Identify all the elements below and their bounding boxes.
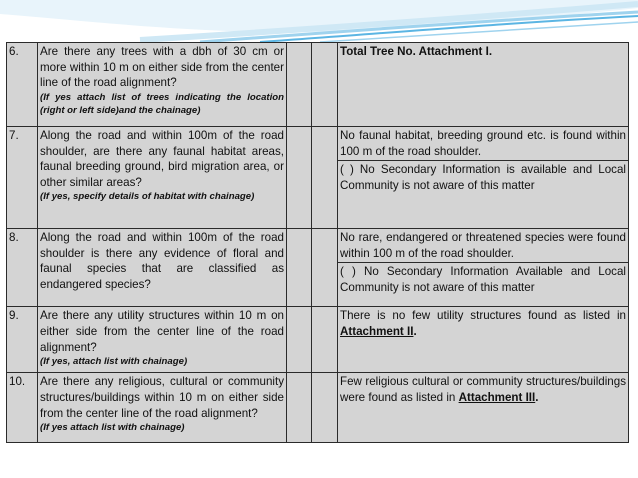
- question-text: Are there any utility structures within 10 m on either side from the center line of the road alignment?: [40, 309, 284, 354]
- question-text: Are there any trees with a dbh of 30 cm or more within 10 m on either side from the center line of the road alignment?: [40, 45, 284, 90]
- table-row: [7, 127, 629, 161]
- row-number: 6.: [7, 43, 38, 127]
- yes-cell: [287, 127, 312, 229]
- question-cell: [38, 127, 287, 229]
- row-number: 8.: [7, 229, 38, 307]
- table-row: [7, 43, 629, 127]
- question-cell: [38, 307, 287, 373]
- answer-text: Total Tree No. Attachment I: [340, 45, 489, 58]
- question-text: Along the road and within 100m of the road shoulder, are there any faunal habitat areas, faunal breeding ground, bird migration area, or other similar areas?: [40, 129, 284, 189]
- question-note: (If yes, specify details of habitat with chainage): [40, 191, 255, 203]
- question-cell: [38, 229, 287, 307]
- question-note: (If yes attach list of trees indicating the location (right or left side)and the chainage): [40, 91, 284, 116]
- no-cell: [312, 43, 338, 127]
- question-cell: [38, 373, 287, 443]
- yes-cell: [287, 307, 312, 373]
- question-cell: [38, 43, 287, 127]
- table-row: [7, 229, 629, 263]
- answer-cell: [338, 43, 629, 127]
- answer-cell: No rare, endangered or threatened species were found within 100 m of the road shoulder.: [338, 229, 629, 263]
- question-text: Along the road and within 100m of the road shoulder is there any evidence of floral and faunal species that are classified as endangered species?: [40, 231, 284, 291]
- answer-punct: .: [413, 324, 417, 338]
- row-number: 7.: [7, 127, 38, 229]
- answer-punct: .: [488, 45, 493, 58]
- answer-cell: [338, 307, 629, 373]
- no-cell: [312, 127, 338, 229]
- attachment-link: Attachment II: [340, 324, 414, 338]
- no-cell: [312, 373, 338, 443]
- answer-secondary-cell: ( ) No Secondary Information Available and Local Community is not aware of this matter: [338, 263, 629, 307]
- yes-cell: [287, 43, 312, 127]
- answer-secondary-cell: ( ) No Secondary Information is available and Local Community is not aware of this matter: [338, 161, 629, 229]
- table-row: [7, 373, 629, 443]
- yes-cell: [287, 373, 312, 443]
- attachment-link: Attachment III: [458, 390, 536, 404]
- question-text: Are there any religious, cultural or community structures/buildings within 10 m on either side from the center line of the road alignment?: [40, 375, 284, 420]
- table-row: [7, 307, 629, 373]
- question-note: (If yes attach list with chainage): [40, 422, 185, 434]
- question-note: (If yes, attach list with chainage): [40, 356, 188, 368]
- answer-punct: .: [535, 390, 539, 404]
- row-number: 9.: [7, 307, 38, 373]
- answer-text: There is no few utility structures found as listed in: [340, 309, 626, 323]
- row-number: 10.: [7, 373, 38, 443]
- no-cell: [312, 307, 338, 373]
- yes-cell: [287, 229, 312, 307]
- answer-cell: [338, 373, 629, 443]
- screening-checklist-table: [6, 42, 629, 443]
- answer-cell: No faunal habitat, breeding ground etc. is found within 100 m of the road shoulder.: [338, 127, 629, 161]
- answer-text: Few religious cultural or community structures/buildings were found as listed in: [340, 375, 626, 404]
- no-cell: [312, 229, 338, 307]
